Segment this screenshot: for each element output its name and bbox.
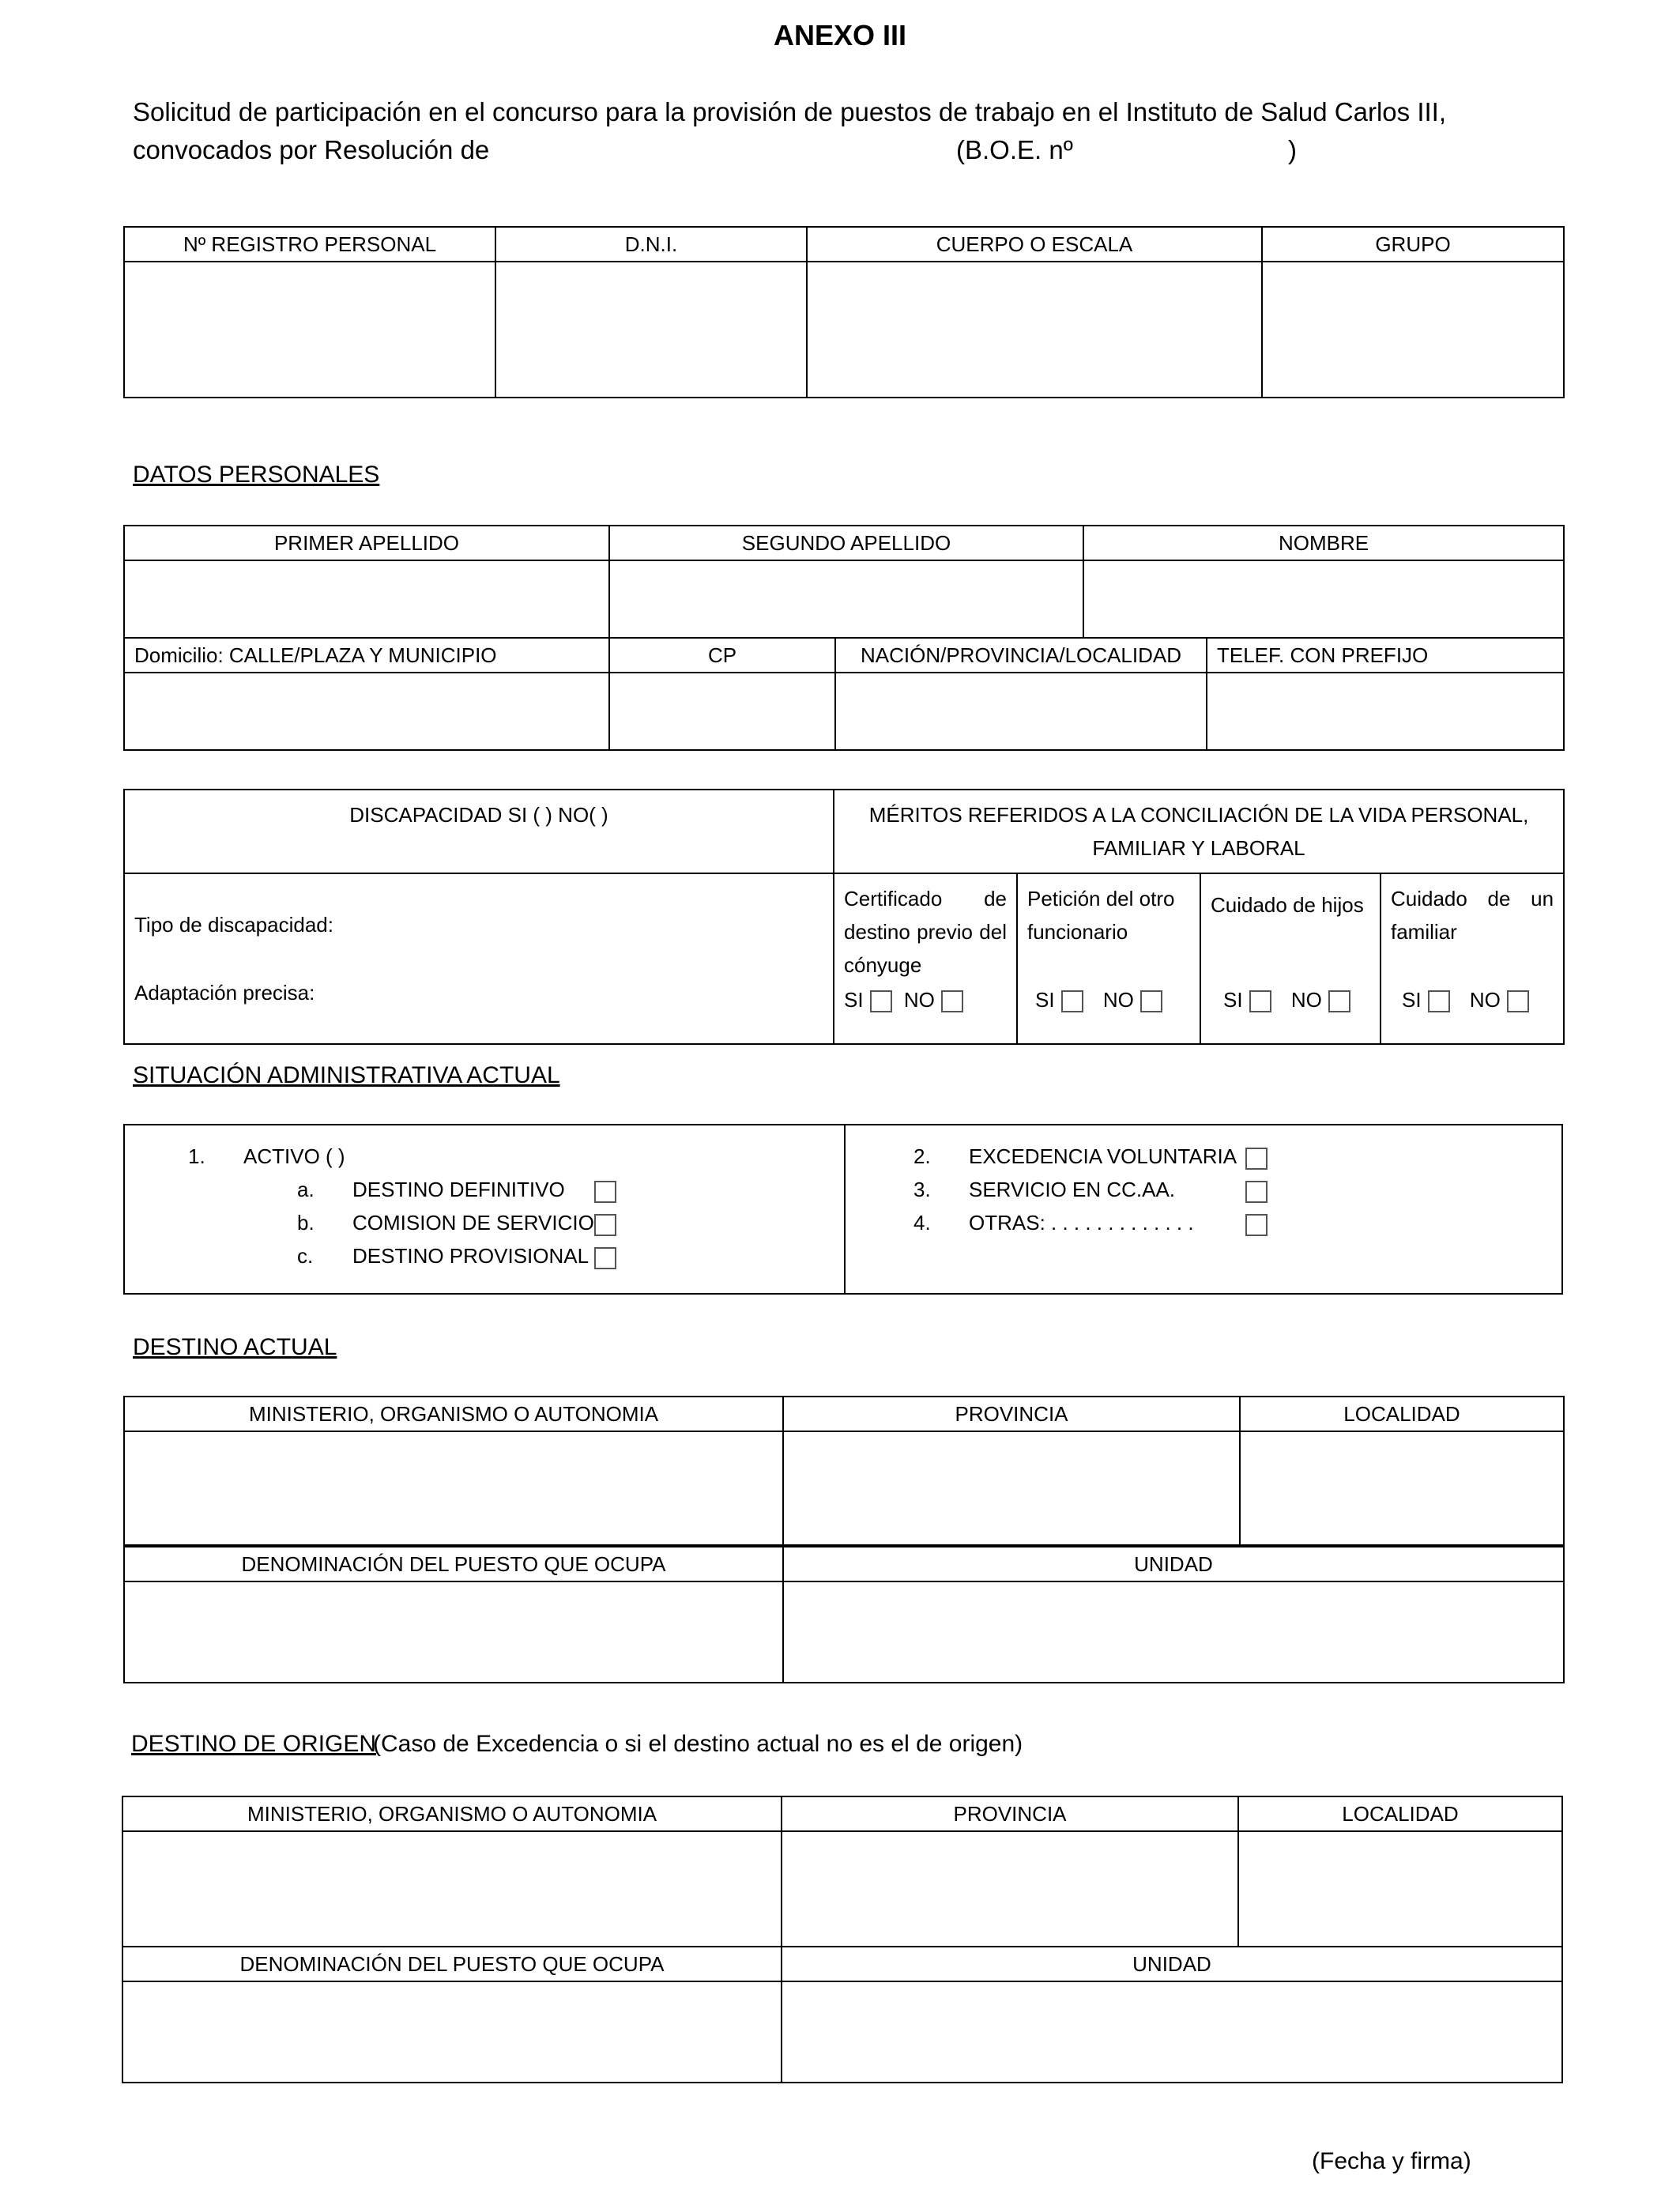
header-provincia-origen: PROVINCIA: [782, 1796, 1238, 1831]
field-provincia-actual[interactable]: [783, 1431, 1240, 1545]
merito-cuidado-familiar: [1381, 873, 1564, 1044]
header-telefono: TELEF. CON PREFIJO: [1207, 638, 1564, 673]
checkbox-excedencia-voluntaria[interactable]: [1245, 1148, 1268, 1170]
no-label: NO: [1469, 988, 1501, 1012]
checkbox-destino-definitivo[interactable]: [594, 1181, 616, 1203]
discapacidad-meritos-table: [123, 789, 1565, 1045]
tipo-discapacidad-label: Tipo de discapacidad:: [134, 913, 333, 937]
header-provincia-actual: PROVINCIA: [783, 1397, 1240, 1431]
section-destino-actual: DESTINO ACTUAL: [133, 1334, 337, 1360]
no-label: NO: [1102, 988, 1134, 1012]
si-label: SI: [1035, 988, 1055, 1012]
checkbox-si-peticion[interactable]: [1061, 990, 1083, 1012]
field-domicilio[interactable]: [124, 673, 609, 750]
situacion-item-activo: ACTIVO ( ): [243, 1144, 345, 1168]
merito-label-peticion: Petición del otro funcionario: [1027, 887, 1175, 944]
datos-personales-table-domicilio: [123, 637, 1565, 751]
field-registro-personal[interactable]: [124, 262, 495, 398]
header-discapacidad: DISCAPACIDAD SI ( ) NO( ): [124, 790, 834, 873]
adaptacion-precisa-label: Adaptación precisa:: [134, 981, 315, 1005]
header-denominacion-actual: DENOMINACIÓN DEL PUESTO QUE OCUPA: [124, 1547, 783, 1581]
header-localidad-actual: LOCALIDAD: [1240, 1397, 1564, 1431]
merito-peticion-funcionario: [1017, 873, 1200, 1044]
field-nombre[interactable]: [1083, 560, 1564, 638]
situacion-sub-a-letter: a.: [297, 1178, 315, 1201]
destino-origen-note: (Caso de Excedencia o si el destino actual no es el de origen): [373, 1731, 1023, 1757]
intro-line-2-close: ): [1288, 135, 1297, 164]
header-primer-apellido: PRIMER APELLIDO: [124, 526, 609, 560]
situacion-destino-provisional: DESTINO PROVISIONAL: [352, 1244, 590, 1268]
header-segundo-apellido: SEGUNDO APELLIDO: [609, 526, 1083, 560]
si-label: SI: [1223, 988, 1243, 1012]
discapacidad-details: [124, 873, 834, 1044]
header-denominacion-origen: DENOMINACIÓN DEL PUESTO QUE OCUPA: [122, 1947, 782, 1981]
field-dni[interactable]: [495, 262, 807, 398]
situacion-divider: [844, 1125, 846, 1293]
field-unidad-origen[interactable]: [782, 1981, 1562, 2083]
header-nacion-provincia-localidad: NACIÓN/PROVINCIA/LOCALIDAD: [835, 638, 1207, 673]
datos-personales-table-names: [123, 525, 1565, 639]
registro-table: [123, 226, 1565, 398]
merito-label-cuidado-familiar: Cuidado de un familiar: [1391, 887, 1554, 944]
field-segundo-apellido[interactable]: [609, 560, 1083, 638]
field-telefono[interactable]: [1207, 673, 1564, 750]
destino-origen-table-1: [122, 1796, 1563, 1947]
field-denominacion-actual[interactable]: [124, 1581, 783, 1683]
header-domicilio: Domicilio: CALLE/PLAZA Y MUNICIPIO: [124, 638, 609, 673]
header-unidad-origen: UNIDAD: [782, 1947, 1562, 1981]
header-grupo: GRUPO: [1262, 227, 1564, 262]
document-title: ANEXO III: [773, 19, 907, 51]
situacion-sub-b-letter: b.: [297, 1211, 315, 1235]
intro-line-2-boe: (B.O.E. nº: [956, 135, 1073, 164]
merito-certificado-destino: [834, 873, 1017, 1044]
si-label: SI: [1402, 988, 1422, 1012]
checkbox-no-certificado[interactable]: [941, 990, 963, 1012]
situacion-item-4-num: 4.: [913, 1211, 931, 1235]
checkbox-no-cuidado-familiar[interactable]: [1507, 990, 1529, 1012]
header-unidad-actual: UNIDAD: [783, 1547, 1564, 1581]
header-dni: D.N.I.: [495, 227, 807, 262]
checkbox-no-cuidado-hijos[interactable]: [1328, 990, 1350, 1012]
header-localidad-origen: LOCALIDAD: [1238, 1796, 1562, 1831]
fecha-y-firma: (Fecha y firma): [1312, 2148, 1471, 2174]
field-grupo[interactable]: [1262, 262, 1564, 398]
intro-line-2-resolucion: convocados por Resolución de: [133, 135, 490, 164]
checkbox-si-cuidado-familiar[interactable]: [1428, 990, 1450, 1012]
field-unidad-actual[interactable]: [783, 1581, 1564, 1683]
situacion-sub-c-letter: c.: [297, 1244, 314, 1268]
destino-actual-table-1: [123, 1396, 1565, 1546]
header-ministerio-actual: MINISTERIO, ORGANISMO O AUTONOMIA: [124, 1397, 783, 1431]
checkbox-otras[interactable]: [1245, 1214, 1268, 1236]
intro-line-1: Solicitud de participación en el concurso para la provisión de puestos de trabajo en el Instituto de Salud Carlos III,: [133, 97, 1446, 126]
no-label: NO: [903, 988, 935, 1012]
field-ministerio-actual[interactable]: [124, 1431, 783, 1545]
section-situacion-administrativa: SITUACIÓN ADMINISTRATIVA ACTUAL: [133, 1062, 560, 1088]
checkbox-si-certificado[interactable]: [870, 990, 892, 1012]
situacion-comision-servicio: COMISION DE SERVICIO: [352, 1211, 594, 1235]
field-cuerpo-escala[interactable]: [807, 262, 1262, 398]
header-ministerio-origen: MINISTERIO, ORGANISMO O AUTONOMIA: [122, 1796, 782, 1831]
field-primer-apellido[interactable]: [124, 560, 609, 638]
merito-cuidado-hijos: [1200, 873, 1381, 1044]
header-cp: CP: [609, 638, 835, 673]
destino-actual-table-2: [123, 1546, 1565, 1683]
header-meritos: MÉRITOS REFERIDOS A LA CONCILIACIÓN DE LA VIDA PERSONAL, FAMILIAR Y LABORAL: [834, 790, 1564, 873]
checkbox-servicio-ccaa[interactable]: [1245, 1181, 1268, 1203]
merito-label-cuidado-hijos: Cuidado de hijos: [1211, 893, 1364, 917]
field-nacion-provincia-localidad[interactable]: [835, 673, 1207, 750]
situacion-excedencia-voluntaria: EXCEDENCIA VOLUNTARIA: [969, 1144, 1237, 1168]
field-localidad-origen[interactable]: [1238, 1831, 1562, 1947]
situacion-item-2-num: 2.: [913, 1144, 931, 1168]
field-localidad-actual[interactable]: [1240, 1431, 1564, 1545]
situacion-box: [123, 1124, 1563, 1295]
field-provincia-origen[interactable]: [782, 1831, 1238, 1947]
situacion-item-3-num: 3.: [913, 1178, 931, 1201]
si-label: SI: [844, 988, 864, 1012]
situacion-item-1-num: 1.: [188, 1144, 205, 1168]
situacion-otras: OTRAS: . . . . . . . . . . . . .: [969, 1211, 1194, 1235]
field-cp[interactable]: [609, 673, 835, 750]
section-datos-personales: DATOS PERSONALES: [133, 462, 380, 488]
checkbox-comision-servicio[interactable]: [594, 1214, 616, 1236]
header-cuerpo-escala: CUERPO O ESCALA: [807, 227, 1262, 262]
merito-label-certificado: Certificado de destino previo del cónyuge: [844, 887, 1007, 977]
situacion-destino-definitivo: DESTINO DEFINITIVO: [352, 1178, 565, 1201]
header-nombre: NOMBRE: [1083, 526, 1564, 560]
checkbox-no-peticion[interactable]: [1140, 990, 1162, 1012]
checkbox-si-cuidado-hijos[interactable]: [1249, 990, 1271, 1012]
destino-origen-table-2: [122, 1946, 1563, 2083]
situacion-servicio-ccaa: SERVICIO EN CC.AA.: [969, 1178, 1176, 1201]
no-label: NO: [1290, 988, 1322, 1012]
field-ministerio-origen[interactable]: [122, 1831, 782, 1947]
checkbox-destino-provisional[interactable]: [594, 1247, 616, 1269]
section-destino-origen: DESTINO DE ORIGEN: [131, 1731, 377, 1757]
field-denominacion-origen[interactable]: [122, 1981, 782, 2083]
header-registro-personal: Nº REGISTRO PERSONAL: [124, 227, 495, 262]
